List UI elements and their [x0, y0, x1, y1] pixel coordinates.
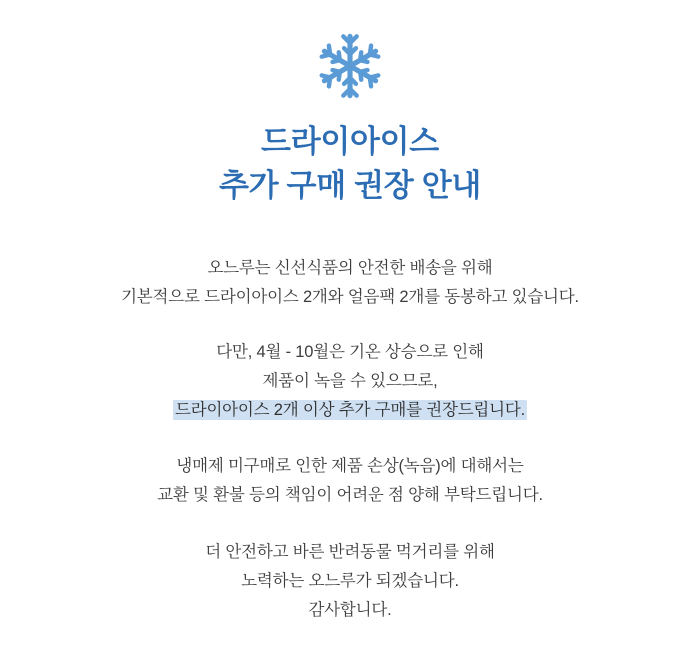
paragraph-line: 교환 및 환불 등의 책임이 어려운 점 양해 부탁드립니다. [157, 486, 543, 505]
paragraph-line: 노력하는 오느루가 되겠습니다. [241, 572, 459, 591]
paragraph-season-warning [173, 338, 527, 425]
page-title [219, 120, 481, 208]
highlight-text: 드라이아이스 2개 이상 추가 구매를 권장드립니다. [174, 400, 526, 419]
paragraph-closing-message [205, 538, 494, 625]
paragraph-liability-notice [157, 452, 543, 510]
paragraph-line-highlighted [173, 396, 527, 425]
paragraph-line: 제품이 녹을 수 있으므로, [262, 371, 438, 390]
paragraph-line: 냉매제 미구매로 인한 제품 손상(녹음)에 대해서는 [176, 457, 524, 476]
title-line-1: 드라이아이스 [261, 124, 439, 159]
snowflake-icon [310, 26, 390, 106]
paragraph-line: 기본적으로 드라이아이스 2개와 얼음팩 2개를 동봉하고 있습니다. [121, 287, 579, 306]
paragraph-line: 감사합니다. [308, 600, 392, 619]
paragraph-line: 오느루는 신선식품의 안전한 배송을 위해 [207, 259, 493, 278]
paragraph-line: 다만, 4월 - 10월은 기온 상승으로 인해 [216, 342, 484, 361]
title-line-2: 추가 구매 권장 안내 [218, 168, 482, 204]
paragraph-shipping-default [121, 254, 579, 312]
paragraph-line: 더 안전하고 바른 반려동물 먹거리를 위해 [205, 543, 495, 562]
